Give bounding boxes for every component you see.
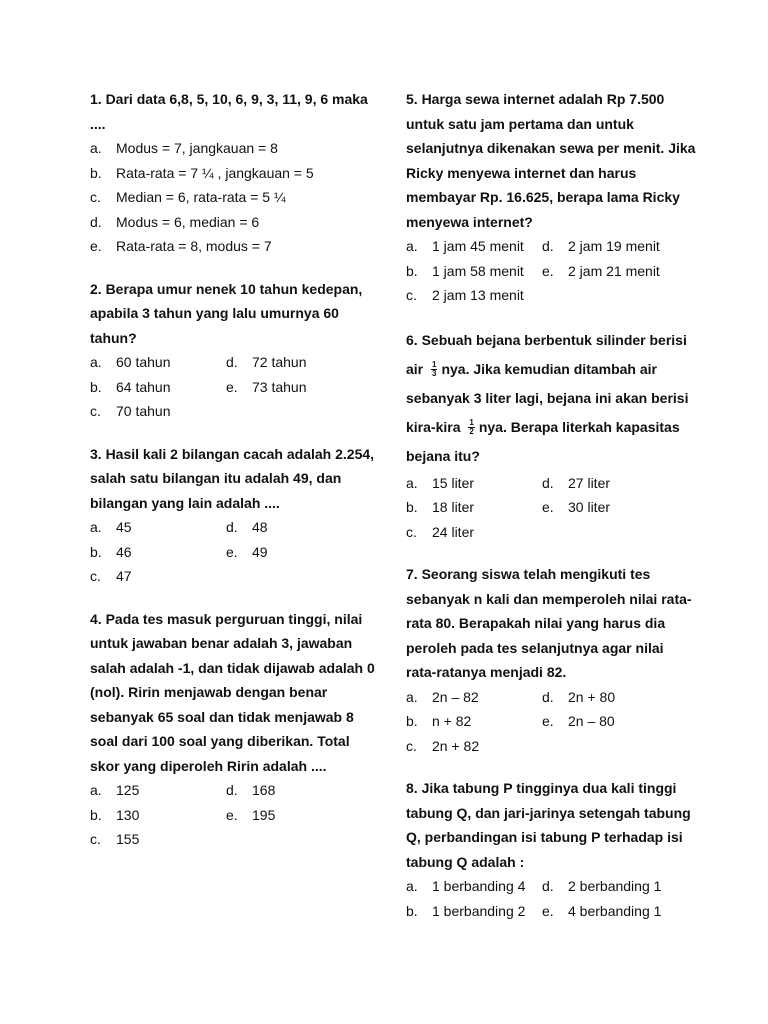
option-text: 60 tahun xyxy=(116,354,171,370)
option-label: b. xyxy=(90,378,102,395)
question-6-text xyxy=(406,326,696,471)
option xyxy=(542,234,692,259)
option xyxy=(406,259,542,284)
option xyxy=(90,778,226,803)
option-label: a. xyxy=(406,238,418,254)
option xyxy=(90,161,380,186)
option-text: 195 xyxy=(252,806,276,823)
option-label: e. xyxy=(542,902,554,919)
option-label: b. xyxy=(406,713,418,729)
option xyxy=(226,778,376,803)
option-label: b. xyxy=(406,262,418,279)
option-text: 70 tahun xyxy=(116,403,171,419)
option-text: 48 xyxy=(252,519,268,535)
question-2 xyxy=(90,277,380,424)
option-text: 4 berbanding 1 xyxy=(568,902,662,919)
option-text: 18 liter xyxy=(432,499,475,515)
option xyxy=(90,350,226,375)
option-label: d. xyxy=(90,213,102,230)
option-text: 2n – 80 xyxy=(568,713,615,729)
option-label: d. xyxy=(542,688,554,705)
option xyxy=(90,827,226,852)
fraction-denominator: 3 xyxy=(432,369,437,379)
option xyxy=(90,399,226,424)
option-text: n + 82 xyxy=(432,713,472,729)
left-column xyxy=(90,87,380,870)
option-label: a. xyxy=(90,354,102,370)
question-2-options xyxy=(90,350,380,424)
option-text: 27 liter xyxy=(568,474,611,491)
question-1-text: 1. Dari data 6,8, 5, 10, 6, 9, 3, 11, 9, 6 maka .... xyxy=(90,91,368,132)
option xyxy=(406,471,542,496)
option xyxy=(406,899,542,924)
question-7-text: 7. Seorang siswa telah mengikuti tes sebanyak n kali dan memperoleh nilai rata-rata 80. Berapakah nilai yang harus dia peroleh pada tes selanjutnya agar nilai rata-ratanya menjadi 82. xyxy=(406,566,692,680)
option-label: e. xyxy=(226,378,238,395)
option-text: 1 berbanding 2 xyxy=(432,902,526,919)
question-3 xyxy=(90,442,380,589)
option xyxy=(226,375,376,400)
option-text: Modus = 6, median = 6 xyxy=(116,213,260,230)
fraction-one-half xyxy=(468,419,474,436)
option-label: b. xyxy=(90,164,102,181)
question-6-text-part1: 6. Sebuah bejana berbentuk silinder berisi air xyxy=(406,331,687,377)
question-8 xyxy=(406,776,696,923)
option-label: c. xyxy=(406,287,417,303)
option-text: 2 berbanding 1 xyxy=(568,878,662,894)
option-label: e. xyxy=(542,499,554,515)
option-label: c. xyxy=(406,737,417,754)
option xyxy=(90,564,226,589)
option-text: Rata-rata = 8, modus = 7 xyxy=(116,238,272,254)
option-text: 72 tahun xyxy=(252,354,307,370)
option-label: c. xyxy=(90,189,101,205)
option-label: a. xyxy=(90,140,102,156)
option-text: 15 liter xyxy=(432,474,475,491)
question-4 xyxy=(90,607,380,852)
option xyxy=(542,709,692,734)
option-text: Rata-rata = 7 ¼ , jangkauan = 5 xyxy=(116,164,314,181)
option-text: 130 xyxy=(116,806,140,823)
option-text: 49 xyxy=(252,543,268,560)
option xyxy=(406,234,542,259)
option-label: d. xyxy=(542,238,554,254)
option-label: c. xyxy=(90,403,101,419)
option-text: Median = 6, rata-rata = 5 ¼ xyxy=(116,189,286,205)
option xyxy=(406,874,542,899)
option xyxy=(90,540,226,565)
option xyxy=(542,874,692,899)
question-3-options xyxy=(90,515,380,589)
option xyxy=(90,185,380,210)
option xyxy=(542,471,692,496)
question-1-options xyxy=(90,136,380,259)
question-4-options xyxy=(90,778,380,852)
option xyxy=(542,899,692,924)
option-label: b. xyxy=(406,499,418,515)
option-text: 168 xyxy=(252,782,276,798)
option-label: d. xyxy=(226,782,238,798)
option-text: 125 xyxy=(116,782,140,798)
option xyxy=(406,709,542,734)
option-text: 2 jam 21 menit xyxy=(568,262,660,279)
option-text: Modus = 7, jangkauan = 8 xyxy=(116,140,278,156)
option-text: 2 jam 13 menit xyxy=(432,287,524,303)
question-7-options xyxy=(406,685,696,759)
question-1 xyxy=(90,87,380,259)
option-label: c. xyxy=(90,831,101,847)
option xyxy=(406,734,542,759)
option-label: a. xyxy=(406,474,418,491)
option xyxy=(542,685,692,710)
option-text: 30 liter xyxy=(568,499,611,515)
option xyxy=(226,515,376,540)
option-label: d. xyxy=(226,519,238,535)
option-text: 1 jam 45 menit xyxy=(432,238,524,254)
option-label: a. xyxy=(406,878,418,894)
option xyxy=(406,495,542,520)
option-label: c. xyxy=(90,568,101,584)
question-5 xyxy=(406,87,696,308)
option xyxy=(226,540,376,565)
option-label: e. xyxy=(542,262,554,279)
option-text: 1 berbanding 4 xyxy=(432,878,526,894)
option-label: e. xyxy=(542,713,554,729)
right-column xyxy=(406,87,696,941)
option xyxy=(90,803,226,828)
question-4-text: 4. Pada tes masuk perguruan tinggi, nilai untuk jawaban benar adalah 3, jawaban salah adalah -1, dan tidak dijawab adalah 0 (nol). Ririn menjawab dengan benar sebanyak 65 soal dan tidak menjawab 8 soal dari 100 soal yang diberikan. Total skor yang diperoleh Ririn adalah .... xyxy=(90,610,375,774)
question-8-options xyxy=(406,874,696,923)
option-text: 2n + 80 xyxy=(568,688,616,705)
option-label: a. xyxy=(406,688,418,705)
option-text: 47 xyxy=(116,568,132,584)
option-label: a. xyxy=(90,519,102,535)
option xyxy=(542,495,692,520)
question-3-text: 3. Hasil kali 2 bilangan cacah adalah 2.254, salah satu bilangan itu adalah 49, dan bilangan yang lain adalah .... xyxy=(90,445,375,511)
option xyxy=(90,375,226,400)
option xyxy=(406,283,542,308)
option-label: e. xyxy=(226,543,238,560)
fraction-numerator: 1 xyxy=(469,418,474,428)
option-text: 73 tahun xyxy=(252,378,307,395)
option-label: b. xyxy=(406,902,418,919)
question-5-options xyxy=(406,234,696,308)
option-text: 1 jam 58 menit xyxy=(432,262,524,279)
option-label: e. xyxy=(90,238,102,254)
question-6 xyxy=(406,326,696,545)
question-6-text-part2: nya. Jika kemudian ditambah air sebanyak 3 liter lagi, bejana ini akan berisi kira-kira xyxy=(406,360,689,435)
question-6-options xyxy=(406,471,696,545)
option-text: 155 xyxy=(116,831,140,847)
option xyxy=(90,515,226,540)
option-text: 64 tahun xyxy=(116,378,171,395)
option xyxy=(226,803,376,828)
option-label: d. xyxy=(542,474,554,491)
option xyxy=(90,210,380,235)
option xyxy=(90,234,380,259)
option-text: 2 jam 19 menit xyxy=(568,238,660,254)
fraction-one-third xyxy=(431,361,437,378)
option xyxy=(90,136,380,161)
option-label: d. xyxy=(542,878,554,894)
question-6-text-part3: nya. Berapa literkah kapasitas bejana itu? xyxy=(406,418,680,464)
option-label: c. xyxy=(406,523,417,540)
option xyxy=(226,350,376,375)
option xyxy=(406,520,542,545)
option xyxy=(542,259,692,284)
option-label: e. xyxy=(226,806,238,823)
option-text: 2n + 82 xyxy=(432,737,480,754)
option-label: d. xyxy=(226,354,238,370)
question-5-text: 5. Harga sewa internet adalah Rp 7.500 untuk satu jam pertama dan untuk selanjutnya dikenakan sewa per menit. Jika Ricky menyewa internet dan harus membayar Rp. 16.625, berapa lama Ricky menyewa internet? xyxy=(406,91,696,230)
option-label: b. xyxy=(90,543,102,560)
question-8-text: 8. Jika tabung P tingginya dua kali tinggi tabung Q, dan jari-jarinya setengah tabung Q, perbandingan isi tabung P terhadap isi tabung Q adalah : xyxy=(406,780,691,870)
question-2-text: 2. Berapa umur nenek 10 tahun kedepan, apabila 3 tahun yang lalu umurnya 60 tahun? xyxy=(90,280,363,346)
question-7 xyxy=(406,562,696,758)
option-label: a. xyxy=(90,782,102,798)
option-text: 2n – 82 xyxy=(432,688,479,705)
option-label: b. xyxy=(90,806,102,823)
option-text: 24 liter xyxy=(432,523,475,540)
fraction-numerator: 1 xyxy=(432,360,437,370)
option-text: 45 xyxy=(116,519,132,535)
option xyxy=(406,685,542,710)
option-text: 46 xyxy=(116,543,132,560)
fraction-denominator: 2 xyxy=(469,427,474,437)
